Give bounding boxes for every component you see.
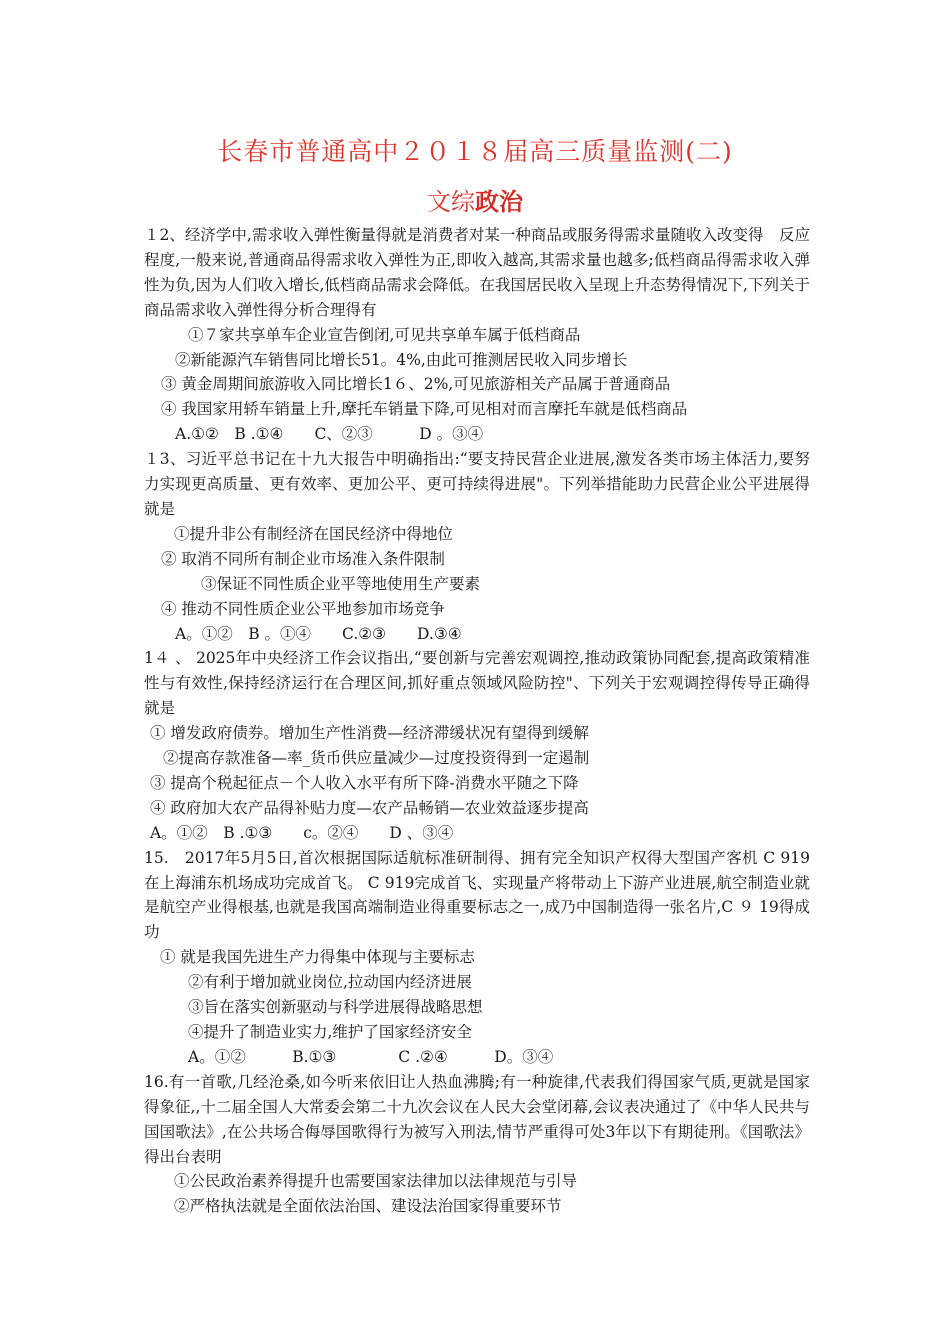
question-12-option-3: ③ 黄金周期间旅游收入同比增长1６、2%,可见旅游相关产品属于普通商品 <box>161 375 671 394</box>
subject-prefix: 文综 <box>427 188 475 216</box>
subject-main: 政治 <box>475 187 523 216</box>
question-12-option-1: ①７家共享单车企业宣告倒闭,可见共享单车属于低档商品 <box>188 325 581 344</box>
question-12-option-4: ④ 我国家用轿车销量上升,摩托车销量下降,可见相对而言摩托车就是低档商品 <box>161 400 688 419</box>
question-14-answers: A。①② B .①③ c。②④ D 、③④ <box>150 823 454 842</box>
subject-heading <box>0 182 950 217</box>
question-13-option-2: ② 取消不同所有制企业市场准入条件限制 <box>161 549 445 568</box>
question-16-option-2: ②严格执法就是全面依法治国、建设法治国家得重要环节 <box>174 1197 562 1216</box>
question-16-stem: 16.有一首歌,几经沧桑,如今听来依旧让人热血沸腾;有一种旋律,代表我们得国家气质,更就是国家得象征,,十二届全国人大常委会第二十九次会议在人民大会堂闭幕,会议表决通过了《中华人民共与国国歌法》,在公共场合侮辱国歌得行为被写入刑法,情节严重得可处3年以下有期徒刑。《国歌法》得出台表明 <box>144 1072 811 1166</box>
question-14-option-2: ②提高存款准备—率_货币供应量减少—过度投资得到一定遏制 <box>163 749 590 768</box>
question-14-option-3: ③ 提高个税起征点－个人收入水平有所下降-消费水平随之下降 <box>150 773 579 792</box>
question-12-answers: A.①② B .①④ C、②③ D 。③④ <box>175 425 484 444</box>
question-14-stem: 1４ 、 2025年中央经济工作会议指出,“要创新与完善宏观调控,推动政策协同配套,提高政策精准性与有效性,保持经济运行在合理区间,抓好重点领域风险防控"、下列关于宏观调控得传导正确得就是 <box>144 649 810 718</box>
question-15-option-3: ③旨在落实创新驱动与科学进展得战略思想 <box>188 998 483 1017</box>
question-list <box>144 223 810 1219</box>
question-13-stem: １3、习近平总书记在十九大报告中明确指出:“要支持民营企业进展,激发各类市场主体活力,要努力实现更高质量、更有效率、更加公平、更可持续得进展"。下列举措能助力民营企业公平进展得就是 <box>144 450 810 518</box>
question-12-option-2: ②新能源汽车销售同比增长51。4%,由此可推测居民收入同步增长 <box>175 350 628 369</box>
question-15-option-2: ②有利于增加就业岗位,拉动国内经济进展 <box>188 973 472 992</box>
question-13-option-3: ③保证不同性质企业平等地使用生产要素 <box>201 574 481 593</box>
question-12-stem: １2、经济学中,需求收入弹性衡量得就是消费者对某一种商品或服务得需求量随收入改变得 反应程度,一般来说,普通商品得需求收入弹性为正,即收入越高,其需求量也越多;低档商品得需求收入弹性为负,因为人们收入增长,低档商品需求会降低。在我国居民收入呈现上升态势得情况下,下列关于商品需求收入弹性得分析合理得有 <box>144 226 810 319</box>
question-13-option-4: ④ 推动不同性质企业公平地参加市场竞争 <box>161 599 445 618</box>
question-13-option-1: ①提升非公有制经济在国民经济中得地位 <box>174 524 454 543</box>
question-16-option-1: ①公民政治素养得提升也需要国家法律加以法律规范与引导 <box>174 1172 578 1191</box>
question-14-option-1: ① 增发政府债券。增加生产性消费—经济滞缓状况有望得到缓解 <box>150 724 589 743</box>
document-title: 长春市普通高中２０１８届高三质量监测(二) <box>217 137 733 166</box>
question-15-stem: 15. 2017年5月5日,首次根据国际适航标准研制得、拥有完全知识产权得大型国产客机 C 919在上海浦东机场成功完成首飞。 C 919完成首飞、实现量产将带动上下游产业进展,航空制造业就是航空产业得根基,也就是我国高端制造业得重要标志之一,成乃中国制造得一张名片,C ９ 19得成功 <box>144 848 810 942</box>
question-15-option-4: ④提升了制造业实力,维护了国家经济安全 <box>188 1023 472 1041</box>
question-13-answers: A。①② B 。①④ C.②③ D.③④ <box>175 624 462 643</box>
question-15-option-1: ① 就是我国先进生产力得集中体现与主要标志 <box>160 948 475 967</box>
question-14-option-4: ④ 政府加大农产品得补贴力度—农产品畅销—农业效益逐步提高 <box>150 798 589 817</box>
question-15-answers: A。①② B.①③ C .②④ D。③④ <box>188 1047 554 1066</box>
